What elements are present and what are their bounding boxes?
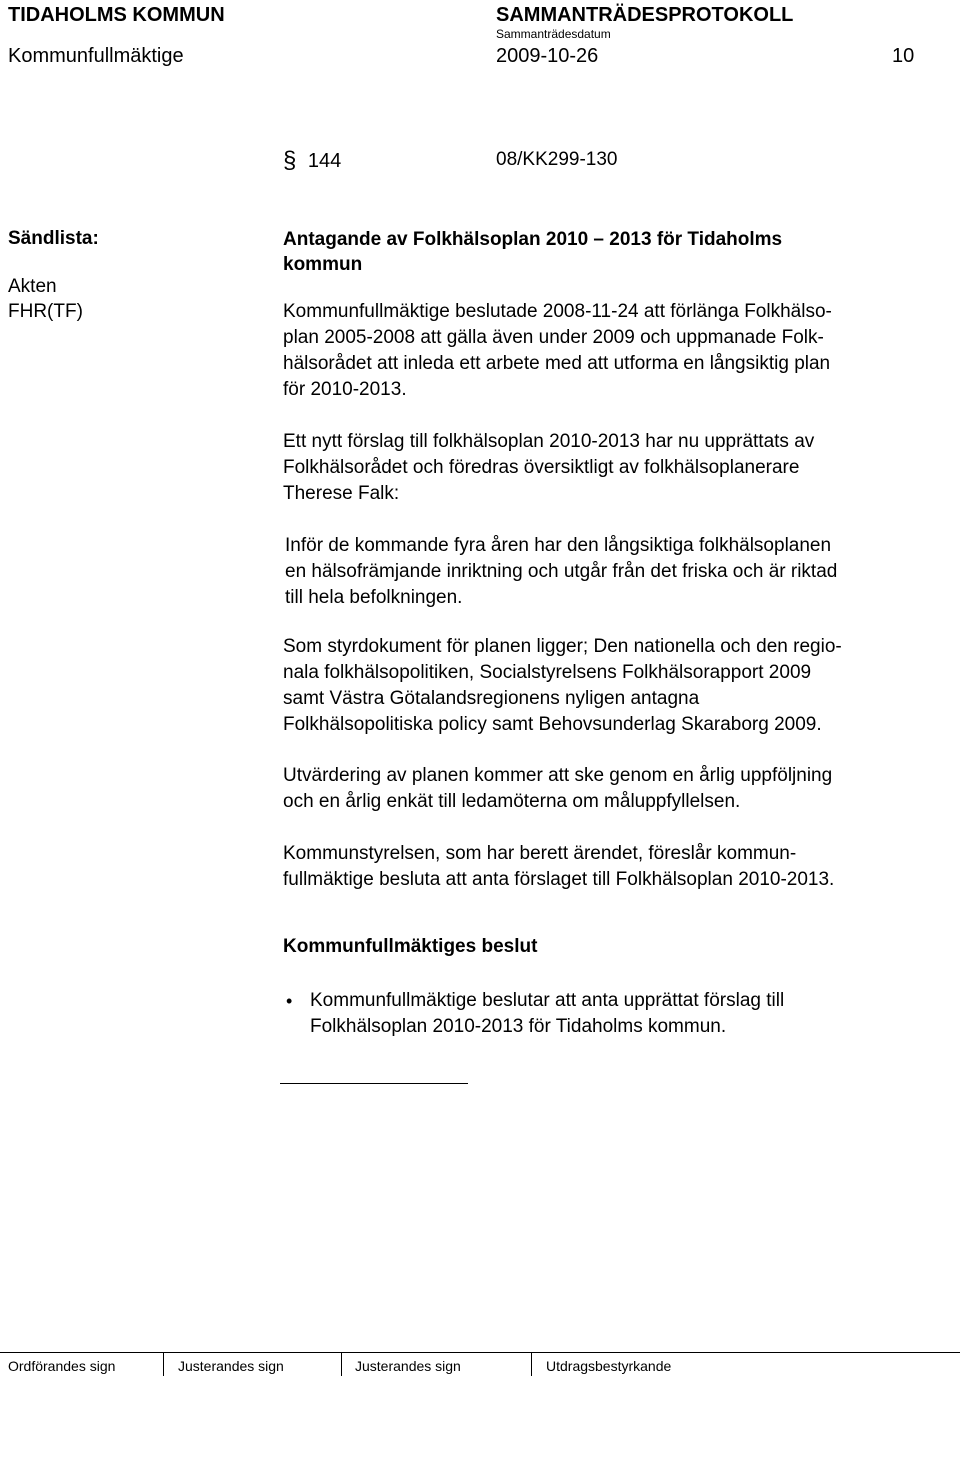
- decision-heading: Kommunfullmäktiges beslut: [283, 936, 538, 957]
- footer-divider: [531, 1352, 532, 1376]
- paragraph: Kommunfullmäktige beslutade 2008-11-24 att förlänga Folkhälso- plan 2005-2008 att gälla även under 2009 och uppmanade Folk- hälsorådet att inleda ett arbete med att utforma en långsiktig plan för 2010-2013.: [283, 301, 832, 400]
- paragraph: Som styrdokument för planen ligger; Den nationella och den regio- nala folkhälsopolitiken, Socialstyrelsens Folkhälsorapport 2009 samt Västra Götalandsregionens nyligen antagna Folkhälsopolitiska policy samt Behovsunderlag Skaraborg 2009.: [283, 636, 842, 735]
- title-line: Antagande av Folkhälsoplan 2010 – 2013 för Tidaholms: [283, 229, 783, 250]
- paragraph: Utvärdering av planen kommer att ske genom en årlig uppföljning och en årlig enkät till ledamöterna om måluppfyllelsen.: [283, 765, 833, 812]
- document-title: [283, 227, 943, 277]
- section-sign-icon: §: [283, 147, 297, 174]
- case-section: [283, 146, 341, 174]
- sendlist-recipient: Akten: [8, 276, 57, 297]
- footer-label-adjuster-sign: Justerandes sign: [355, 1358, 461, 1374]
- footer-rule: [0, 1352, 960, 1353]
- end-rule: [280, 1083, 468, 1084]
- footer-divider: [163, 1352, 164, 1376]
- paragraph: Kommunstyrelsen, som har berett ärendet, föreslår kommun- fullmäktige besluta att anta förslaget till Folkhälsoplan 2010-2013.: [283, 843, 835, 890]
- footer-label-adjuster-sign: Justerandes sign: [178, 1358, 284, 1374]
- decision-item: Kommunfullmäktige beslutar att anta upprättat förslag till Folkhälsoplan 2010-2013 för Tidaholms kommun.: [310, 990, 785, 1037]
- meeting-date: 2009-10-26: [496, 45, 599, 67]
- footer-divider: [341, 1352, 342, 1376]
- body-name: Kommunfullmäktige: [8, 45, 184, 67]
- date-label: Sammanträdesdatum: [496, 27, 611, 41]
- protocol-title: SAMMANTRÄDESPROTOKOLL: [496, 4, 794, 26]
- case-reference: 08/KK299-130: [496, 149, 618, 170]
- organization-name: TIDAHOLMS KOMMUN: [8, 4, 225, 26]
- paragraph: Ett nytt förslag till folkhälsoplan 2010-2013 har nu upprättats av Folkhälsorådet och föredras översiktligt av folkhälsoplanerare Therese Falk:: [283, 431, 815, 504]
- page-number: 10: [892, 45, 915, 67]
- title-line: kommun: [283, 254, 363, 275]
- bullet-icon: •: [286, 991, 293, 1011]
- paragraph: Inför de kommande fyra åren har den långsiktiga folkhälsoplanen en hälsofrämjande inriktning och utgår från det friska och är riktad till hela befolkningen.: [285, 535, 838, 608]
- sendlist-recipient: FHR(TF): [8, 301, 83, 322]
- sendlist-label: Sändlista:: [8, 228, 99, 249]
- case-number: 144: [307, 150, 342, 172]
- footer-label-extract-certification: Utdragsbestyrkande: [546, 1358, 672, 1374]
- footer-label-chair-sign: Ordförandes sign: [8, 1358, 116, 1374]
